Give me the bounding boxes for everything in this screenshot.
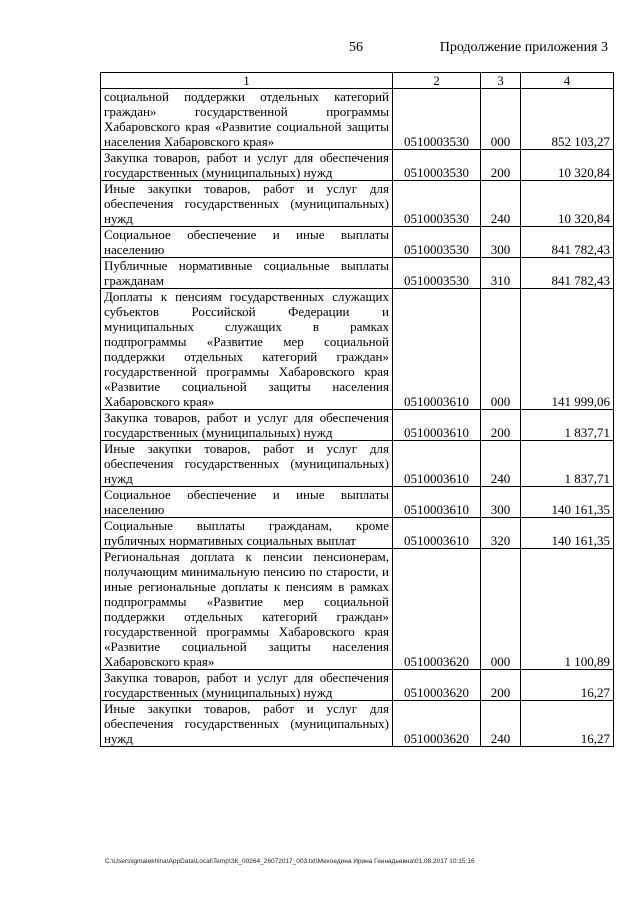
row-target-article-code: 0510003610 xyxy=(393,518,481,549)
row-description: Социальные выплаты гражданам, кроме публичных нормативных социальных выплат xyxy=(101,518,393,549)
row-expense-type-code: 310 xyxy=(481,258,521,289)
row-expense-type-code: 200 xyxy=(481,670,521,701)
table-row xyxy=(101,441,614,487)
row-expense-type-code: 000 xyxy=(481,289,521,410)
row-description: Иные закупки товаров, работ и услуг для обеспечения государственных (муниципальных) нужд xyxy=(101,441,393,487)
row-description: Публичные нормативные социальные выплаты гражданам xyxy=(101,258,393,289)
table-row xyxy=(101,410,614,441)
row-amount: 10 320,84 xyxy=(521,150,614,181)
table-body xyxy=(101,89,614,747)
row-amount: 140 161,35 xyxy=(521,518,614,549)
table-row xyxy=(101,258,614,289)
row-expense-type-code: 240 xyxy=(481,701,521,747)
row-description: Закупка товаров, работ и услуг для обеспечения государственных (муниципальных) нужд xyxy=(101,670,393,701)
table-header-row xyxy=(101,73,614,89)
row-target-article-code: 0510003530 xyxy=(393,227,481,258)
table-row xyxy=(101,181,614,227)
table-row xyxy=(101,150,614,181)
row-amount: 852 103,27 xyxy=(521,89,614,150)
row-description: Закупка товаров, работ и услуг для обеспечения государственных (муниципальных) нужд xyxy=(101,410,393,441)
row-description: Социальное обеспечение и иные выплаты населению xyxy=(101,227,393,258)
row-expense-type-code: 320 xyxy=(481,518,521,549)
column-header: 3 xyxy=(481,73,521,89)
row-description: социальной поддержки отдельных категорий граждан» государственной программы Хабаровского края «Развитие социальной защиты населения Хабаровского края» xyxy=(101,89,393,150)
row-expense-type-code: 300 xyxy=(481,227,521,258)
page-number: 56 xyxy=(349,40,363,55)
table-row xyxy=(101,670,614,701)
row-target-article-code: 0510003610 xyxy=(393,410,481,441)
row-target-article-code: 0510003610 xyxy=(393,289,481,410)
row-amount: 140 161,35 xyxy=(521,487,614,518)
row-expense-type-code: 240 xyxy=(481,441,521,487)
row-target-article-code: 0510003620 xyxy=(393,701,481,747)
row-amount: 1 837,71 xyxy=(521,410,614,441)
row-description: Доплаты к пенсиям государственных служащих субъектов Российской Федерации и муниципальных служащих в рамках подпрограммы «Развитие мер социальной поддержки отдельных категорий граждан» государственной программы Хабаровского края «Развитие социальной защиты населения Хабаровского края» xyxy=(101,289,393,410)
row-target-article-code: 0510003530 xyxy=(393,181,481,227)
row-target-article-code: 0510003610 xyxy=(393,487,481,518)
row-expense-type-code: 200 xyxy=(481,150,521,181)
row-target-article-code: 0510003620 xyxy=(393,670,481,701)
table-row xyxy=(101,518,614,549)
column-header: 4 xyxy=(521,73,614,89)
row-description: Иные закупки товаров, работ и услуг для обеспечения государственных (муниципальных) нужд xyxy=(101,701,393,747)
row-description: Закупка товаров, работ и услуг для обеспечения государственных (муниципальных) нужд xyxy=(101,150,393,181)
row-description: Региональная доплата к пенсии пенсионерам, получающим минимальную пенсию по старости, и иные региональные доплаты к пенсиям в рамках подпрограммы «Развитие мер социальной поддержки отдельных категорий граждан» государственной программы Хабаровского края «Развитие социальной защиты населения Хабаровского края» xyxy=(101,549,393,670)
row-expense-type-code: 000 xyxy=(481,89,521,150)
row-target-article-code: 0510003530 xyxy=(393,150,481,181)
column-header: 1 xyxy=(101,73,393,89)
row-expense-type-code: 240 xyxy=(481,181,521,227)
row-expense-type-code: 300 xyxy=(481,487,521,518)
row-amount: 1 100,89 xyxy=(521,549,614,670)
table-row xyxy=(101,549,614,670)
row-target-article-code: 0510003610 xyxy=(393,441,481,487)
row-amount: 1 837,71 xyxy=(521,441,614,487)
row-expense-type-code: 200 xyxy=(481,410,521,441)
row-description: Иные закупки товаров, работ и услуг для обеспечения государственных (муниципальных) нужд xyxy=(101,181,393,227)
row-expense-type-code: 000 xyxy=(481,549,521,670)
row-target-article-code: 0510003620 xyxy=(393,549,481,670)
row-amount: 141 999,06 xyxy=(521,289,614,410)
table-row xyxy=(101,487,614,518)
page-header xyxy=(0,40,640,58)
row-amount: 16,27 xyxy=(521,670,614,701)
column-header: 2 xyxy=(393,73,481,89)
table-row xyxy=(101,701,614,747)
row-amount: 841 782,43 xyxy=(521,227,614,258)
file-path-footer: C:\Users\igmalekhina\AppData\Local\Temp\ЗК_00264_26072017_003.txt\Мехоедина Ирина Геннадьевна\01.08.2017 10:15:16 xyxy=(105,858,475,865)
row-description: Социальное обеспечение и иные выплаты населению xyxy=(101,487,393,518)
row-amount: 10 320,84 xyxy=(521,181,614,227)
row-amount: 841 782,43 xyxy=(521,258,614,289)
row-target-article-code: 0510003530 xyxy=(393,258,481,289)
table-row xyxy=(101,289,614,410)
budget-table xyxy=(100,72,614,747)
table-row xyxy=(101,227,614,258)
row-amount: 16,27 xyxy=(521,701,614,747)
continuation-label: Продолжение приложения 3 xyxy=(439,40,608,55)
table-row xyxy=(101,89,614,150)
row-target-article-code: 0510003530 xyxy=(393,89,481,150)
